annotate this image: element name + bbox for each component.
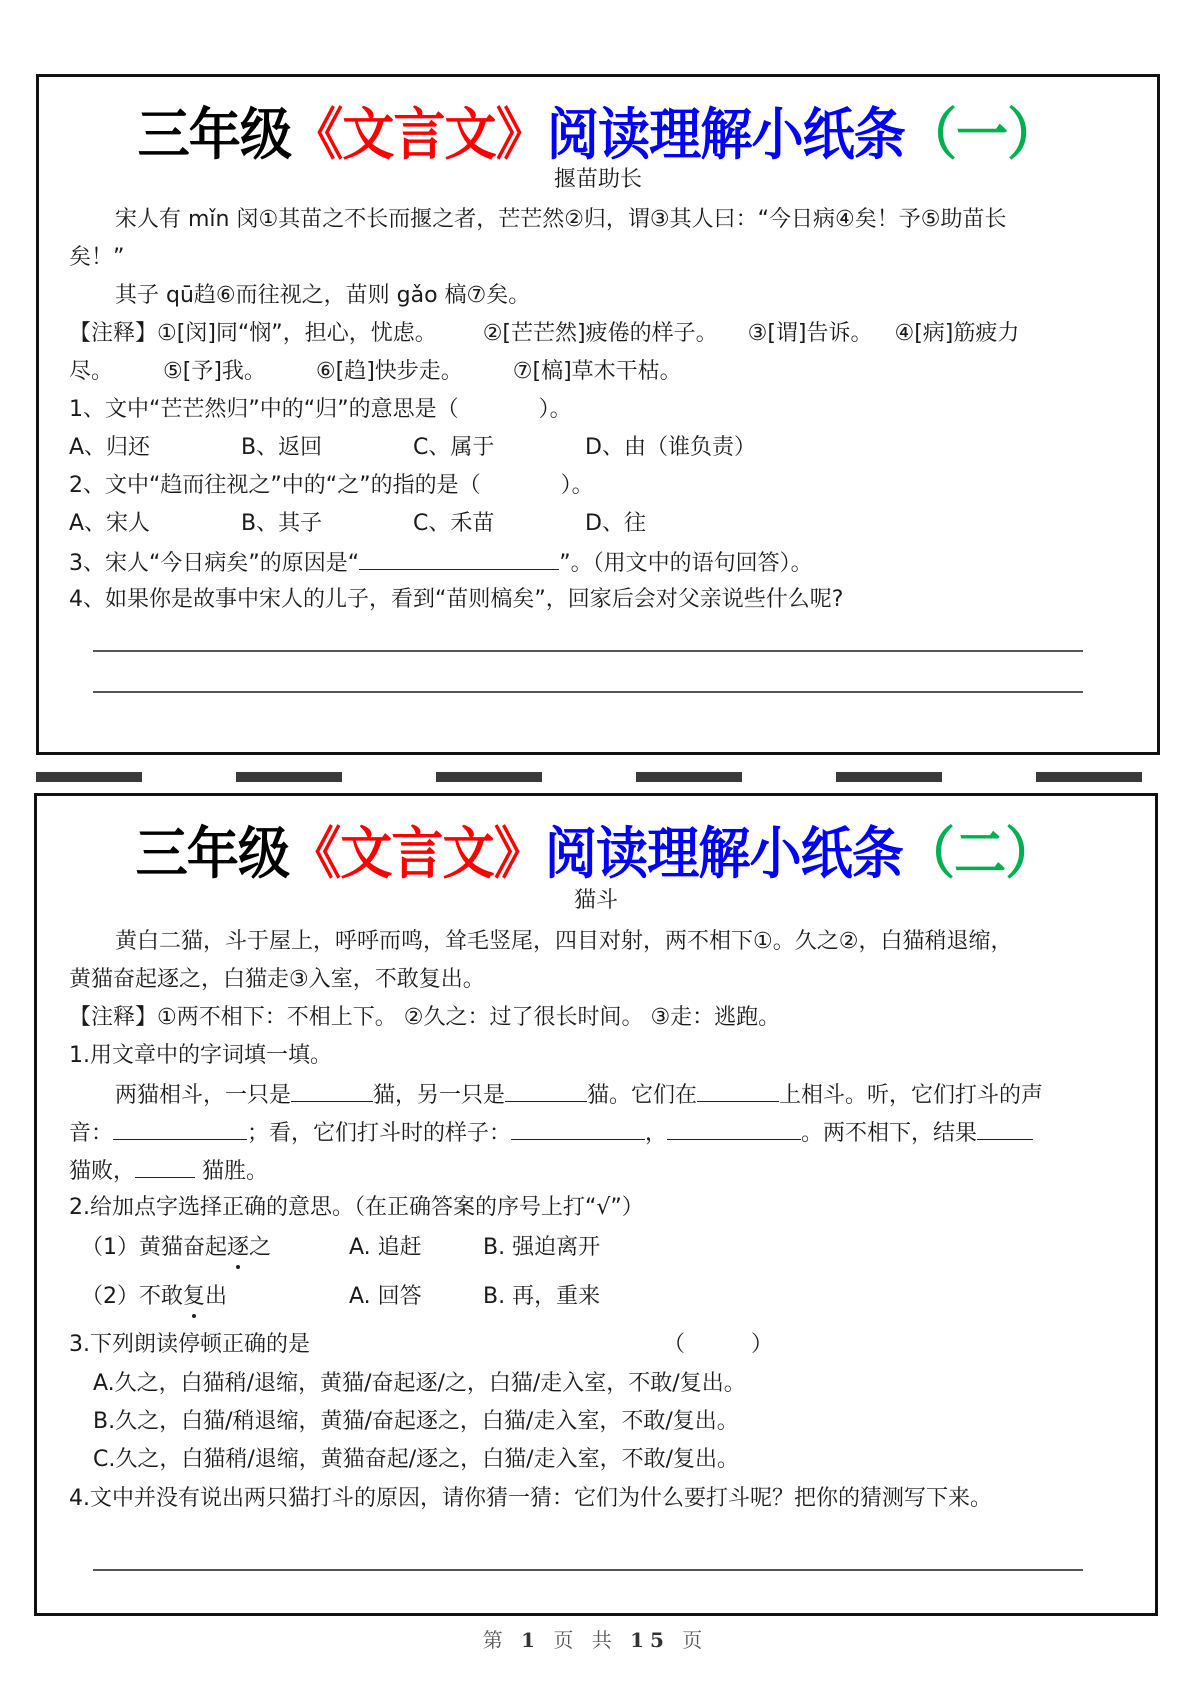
item-phrase — [81, 1282, 349, 1312]
item-phrase — [81, 1233, 349, 1263]
question-tail: ）。 — [560, 473, 594, 498]
footer-text: 第 — [482, 1628, 509, 1652]
question-4: 4.文中并没有说出两只猫打斗的原因，请你猜一猜：它们为什么要打斗呢？把你的猜测写下来。 — [69, 1486, 992, 1511]
choice-b[interactable]: B. 强迫离开 — [483, 1235, 601, 1260]
option-d[interactable]: D、由（谁负责） — [585, 435, 756, 460]
option-b[interactable]: B、其子 — [241, 511, 323, 536]
cut-dash — [236, 772, 342, 782]
fill-text: ；看，它们打斗时的样子： — [247, 1121, 512, 1146]
question-1-fill-line — [69, 1155, 268, 1187]
fill-text: 猫胜。 — [195, 1159, 269, 1184]
phrase-text: 之 — [249, 1235, 272, 1260]
item-number: （1） — [81, 1235, 139, 1260]
answer-line[interactable] — [93, 1569, 1083, 1571]
question-3 — [69, 547, 813, 579]
fill-text: 上相斗。听，它们打斗的声 — [779, 1083, 1044, 1108]
question-4: 4、如果你是故事中宋人的儿子，看到“苗则槁矣”，回家后会对父亲说些什么呢? — [69, 587, 844, 612]
question-text: 2、文中“趋而往视之”中的“之”的指的是（ — [69, 473, 481, 498]
note-item: ④[病]筋疲力 — [894, 321, 1020, 346]
fill-text: 。两不相下，结果 — [801, 1121, 978, 1146]
fill-blank[interactable] — [667, 1117, 801, 1140]
fill-blank[interactable] — [505, 1079, 587, 1102]
passage-title: 揠苗助长 — [553, 167, 642, 192]
fill-text: 音： — [69, 1121, 114, 1146]
item-number: （2） — [81, 1284, 139, 1309]
passage-line: 黄白二猫，斗于屋上，呼呼而鸣，耸毛竖尾，四目对射，两不相下①。久之②，白猫稍退缩， — [115, 929, 1013, 954]
option-c[interactable]: C、禾苗 — [413, 511, 495, 536]
total-pages: 15 — [630, 1628, 670, 1652]
answer-blank[interactable] — [359, 547, 559, 570]
question-2: 2.给加点字选择正确的意思。（在正确答案的序号上打“√”） — [69, 1195, 644, 1220]
answer-line[interactable] — [93, 691, 1083, 693]
option-a[interactable]: A、宋人 — [69, 511, 151, 536]
note-item: ②[芒芒然]疲倦的样子。 — [482, 321, 718, 346]
question-3 — [69, 1330, 773, 1360]
passage-line: 其子 qū趋⑥而往视之，苗则 gǎo 槁⑦矣。 — [115, 283, 531, 308]
notes-line — [69, 1003, 780, 1033]
passage-line: 矣！” — [69, 245, 125, 270]
fill-blank[interactable] — [135, 1155, 195, 1178]
footer-text: 页 共 — [553, 1628, 618, 1652]
option-a[interactable]: A、归还 — [69, 435, 151, 460]
title-grade: 三年级 — [137, 103, 292, 168]
question-text: 3、宋人“今日病矣”的原因是“ — [69, 551, 360, 576]
fill-text: 猫，另一只是 — [373, 1083, 506, 1108]
fill-text: 猫败， — [69, 1159, 136, 1184]
notes-label: 【注释】 — [69, 1005, 158, 1030]
question-1-fill-line — [115, 1079, 1043, 1111]
phrase-text: 出 — [205, 1284, 228, 1309]
question-3-option[interactable]: B.久之，白猫/稍退缩，黄猫/奋起逐之，白猫/走入室，不敢/复出。 — [93, 1409, 739, 1434]
cut-dash — [436, 772, 542, 782]
cut-dash — [636, 772, 742, 782]
page-footer — [0, 1624, 1191, 1653]
paren: ） — [751, 1332, 774, 1357]
notes-line — [69, 319, 1019, 349]
question-tail: ）。 — [538, 397, 572, 422]
question-2-item — [81, 1233, 600, 1263]
question-2-options — [69, 509, 646, 539]
fill-text: 猫。它们在 — [587, 1083, 698, 1108]
choice-a[interactable]: A. 回答 — [349, 1284, 422, 1309]
question-3-option[interactable]: A.久之，白猫稍/退缩，黄猫/奋起逐/之，白猫/走入室，不敢/复出。 — [93, 1371, 746, 1396]
emphasis-dot-char: 复 — [183, 1282, 205, 1312]
title-topic: 阅读理解小纸条 — [546, 103, 905, 168]
card-title — [78, 91, 1118, 171]
question-1-fill-line — [69, 1117, 1033, 1149]
question-text: 1、文中“芒芒然归”中的“归”的意思是（ — [69, 397, 459, 422]
notes-line — [69, 357, 682, 387]
fill-blank[interactable] — [977, 1117, 1033, 1140]
question-tail: ”。（用文中的语句回答）。 — [559, 551, 813, 576]
phrase-text: 黄猫奋起 — [139, 1235, 228, 1260]
title-topic: 阅读理解小纸条 — [544, 822, 903, 887]
fill-blank[interactable] — [697, 1079, 779, 1102]
question-2-item — [81, 1282, 600, 1312]
cut-dash — [1036, 772, 1142, 782]
choice-a[interactable]: A. 追赶 — [349, 1235, 422, 1260]
emphasis-dot-char: 逐 — [227, 1233, 249, 1263]
passage-line: 黄猫奋起逐之，白猫走③入室，不敢复出。 — [69, 967, 485, 992]
notes-label: 【注释】 — [69, 321, 158, 346]
fill-text: ， — [645, 1121, 668, 1146]
footer-text: 页 — [682, 1628, 709, 1652]
choice-b[interactable]: B. 再，重来 — [483, 1284, 601, 1309]
cut-dash — [36, 772, 142, 782]
note-item: ⑤[予]我。 — [163, 359, 266, 384]
note-item: 尽。 — [69, 359, 114, 384]
fill-blank[interactable] — [291, 1079, 373, 1102]
fill-blank[interactable] — [511, 1117, 645, 1140]
fill-blank[interactable] — [113, 1117, 247, 1140]
option-c[interactable]: C、属于 — [413, 435, 495, 460]
phrase-text: 不敢 — [139, 1284, 184, 1309]
cut-dash — [836, 772, 942, 782]
note-item: ⑥[趋]快步走。 — [315, 359, 463, 384]
worksheet-card-2 — [34, 793, 1158, 1616]
title-number: （一） — [904, 103, 1059, 168]
question-1-options — [69, 433, 756, 463]
note-item: ⑦[槁]草木干枯。 — [512, 359, 682, 384]
worksheet-card-1 — [36, 74, 1160, 755]
note-item: ①[闵]同“悯”，担心，忧虑。 — [157, 321, 437, 346]
passage-line: 宋人有 mǐn 闵①其苗之不长而揠之者，芒芒然②归，谓③其人曰：“今日病④矣！予⑤助苗长 — [115, 207, 1007, 232]
notes-text: ①两不相下：不相上下。 ②久之：过了很长时间。 ③走：逃跑。 — [157, 1005, 781, 1030]
question-2 — [69, 471, 594, 501]
question-text: 3.下列朗读停顿正确的是 — [69, 1332, 310, 1357]
option-d[interactable]: D、往 — [585, 511, 646, 536]
question-1 — [69, 395, 572, 425]
note-item: ③[谓]告诉。 — [747, 321, 873, 346]
title-genre: 《文言文》 — [289, 822, 545, 887]
question-3-option[interactable]: C.久之，白猫稍/退缩，黄猫奋起/逐之，白猫/走入室，不敢/复出。 — [93, 1447, 740, 1472]
option-b[interactable]: B、返回 — [241, 435, 323, 460]
paren: （ — [663, 1332, 686, 1357]
title-number: （二） — [902, 822, 1057, 887]
title-genre: 《文言文》 — [291, 103, 547, 168]
fill-text: 两猫相斗，一只是 — [115, 1083, 292, 1108]
card-title — [76, 810, 1116, 890]
title-grade: 三年级 — [135, 822, 290, 887]
question-1: 1.用文章中的字词填一填。 — [69, 1043, 332, 1068]
current-page: 1 — [521, 1628, 541, 1652]
passage-title: 猫斗 — [573, 888, 618, 913]
answer-line[interactable] — [93, 650, 1083, 652]
